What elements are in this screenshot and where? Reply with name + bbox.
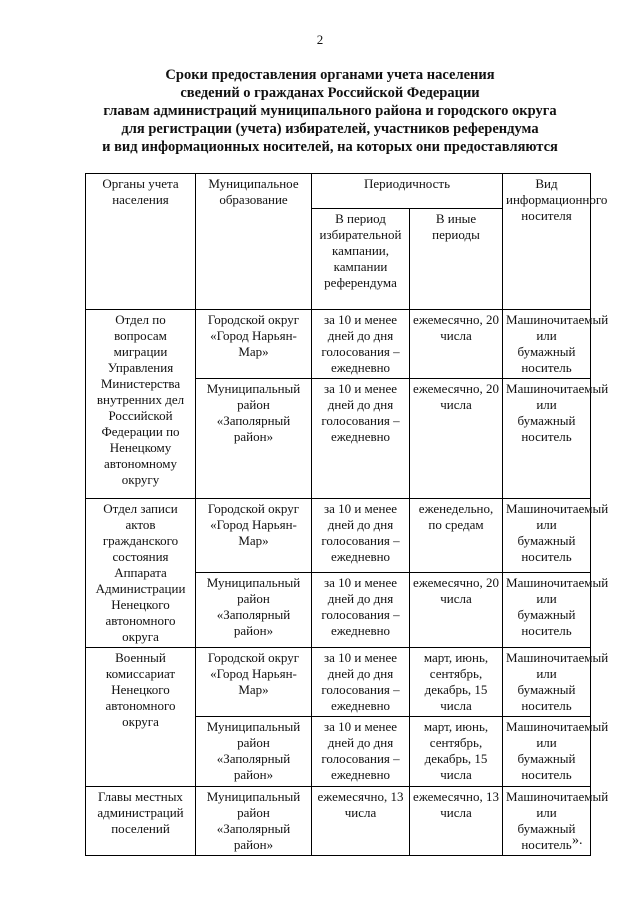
carrier-cell: Машиночитаемый или бумажный носитель	[503, 499, 591, 573]
organ-cell: Военный комиссариат Ненецкого автономного округа	[86, 648, 196, 787]
table-header-row	[86, 174, 591, 209]
schedule-table	[85, 173, 609, 856]
municipality-cell: Муниципальный район «Заполярный район»	[196, 572, 312, 647]
organ-cell: Отдел по вопросам миграции Управления Министерства внутренних дел Российской Федерации по Ненецкому автономному округу	[86, 310, 196, 499]
other-cell: ежемесячно, 13 числа	[410, 787, 503, 856]
during-cell: за 10 и менее дней до дня голосования – ежедневно	[312, 648, 410, 717]
document-title	[60, 66, 600, 156]
title-line: Сроки предоставления органами учета населения	[165, 67, 495, 83]
municipality-cell: Муниципальный район «Заполярный район»	[196, 717, 312, 787]
during-cell: за 10 и менее дней до дня голосования – ежедневно	[312, 717, 410, 787]
during-cell: за 10 и менее дней до дня голосования – ежедневно	[312, 499, 410, 573]
carrier-cell: Машиночитаемый или бумажный носитель	[503, 787, 591, 856]
carrier-cell: Машиночитаемый или бумажный носитель	[503, 310, 591, 379]
title-line: главам администраций муниципального района и городского округа	[103, 103, 557, 119]
header-periodicity: Периодичность	[312, 174, 503, 209]
other-cell: март, июнь, сентябрь, декабрь, 15 числа	[410, 717, 503, 787]
other-cell: март, июнь, сентябрь, декабрь, 15 числа	[410, 648, 503, 717]
header-organ: Органы учета населения	[86, 174, 196, 310]
other-cell: ежемесячно, 20 числа	[410, 379, 503, 499]
during-cell: ежемесячно, 13 числа	[312, 787, 410, 856]
other-cell: ежемесячно, 20 числа	[410, 310, 503, 379]
municipality-cell: Городской округ «Город Нарьян-Мар»	[196, 499, 312, 573]
title-line: сведений о гражданах Российской Федерации	[180, 85, 480, 101]
header-carrier-type: Вид информационного носителя	[503, 174, 591, 310]
page-number: 2	[316, 32, 324, 47]
carrier-cell: Машиночитаемый или бумажный носитель	[503, 572, 591, 647]
header-other-periods: В иные периоды	[410, 209, 503, 310]
municipality-cell: Городской округ «Город Нарьян-Мар»	[196, 648, 312, 717]
organ-cell: Главы местных администраций поселений	[86, 787, 196, 856]
title-line: и вид информационных носителей, на которых они предоставляются	[102, 139, 558, 155]
municipality-cell: Городской округ «Город Нарьян-Мар»	[196, 310, 312, 379]
table-row	[86, 310, 591, 379]
other-cell: ежемесячно, 20 числа	[410, 572, 503, 647]
during-cell: за 10 и менее дней до дня голосования – ежедневно	[312, 572, 410, 647]
table-row	[86, 648, 591, 717]
carrier-cell: Машиночитаемый или бумажный носитель	[503, 379, 591, 499]
municipality-cell: Муниципальный район «Заполярный район»	[196, 379, 312, 499]
header-municipality: Муниципальное образование	[196, 174, 312, 310]
during-cell: за 10 и менее дней до дня голосования – ежедневно	[312, 379, 410, 499]
table-row	[86, 499, 591, 573]
carrier-cell: Машиночитаемый или бумажный носитель	[503, 648, 591, 717]
during-cell: за 10 и менее дней до дня голосования – ежедневно	[312, 310, 410, 379]
title-line: для регистрации (учета) избирателей, участников референдума	[121, 121, 539, 137]
carrier-cell: Машиночитаемый или бумажный носитель	[503, 717, 591, 787]
header-during-campaign: В период избирательной кампании, кампании референдума	[312, 209, 410, 310]
other-cell: еженедельно, по средам	[410, 499, 503, 573]
closing-quote-mark: ».	[572, 833, 583, 848]
organ-cell: Отдел записи актов гражданского состояния Аппарата Администрации Ненецкого автономного округа	[86, 499, 196, 648]
table-row	[86, 787, 591, 856]
municipality-cell: Муниципальный район «Заполярный район»	[196, 787, 312, 856]
